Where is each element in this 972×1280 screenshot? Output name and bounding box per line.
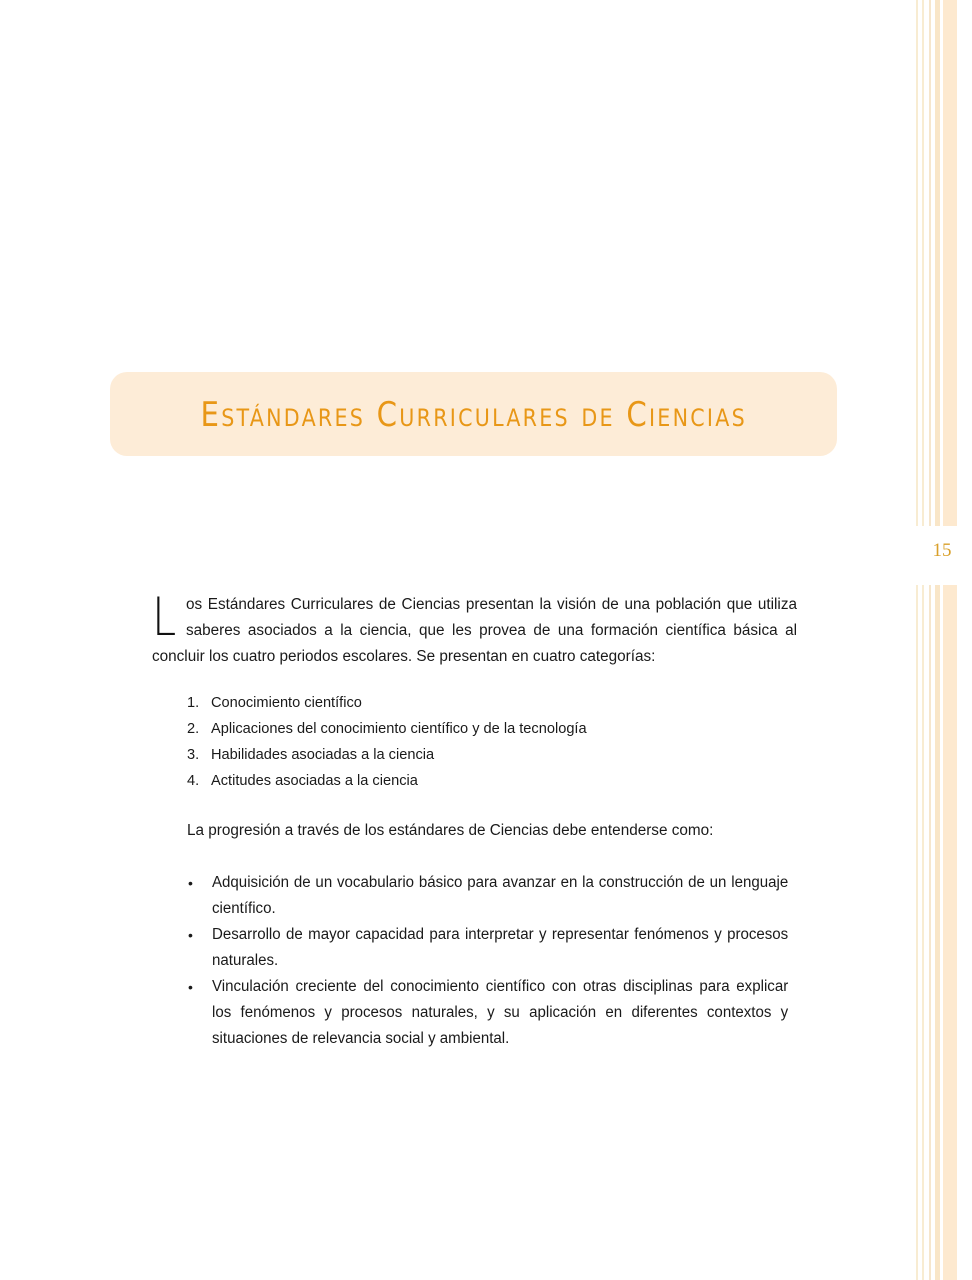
list-number: 1.: [187, 695, 200, 711]
list-number: 4.: [187, 773, 200, 789]
bullet-icon: •: [188, 927, 193, 943]
main-content: [152, 587, 797, 1052]
list-item-text: Vinculación creciente del conocimiento científico con otras disciplinas para explicar los fenómenos y procesos naturales, y su aplicación en diferentes contextos y situaciones de relevancia social y ambiental.: [212, 978, 789, 1047]
stripe: [916, 0, 918, 526]
list-item: [187, 716, 797, 742]
decorative-stripes: [912, 0, 972, 1280]
categories-list: [187, 690, 797, 794]
list-item-label: Actitudes asociadas a la ciencia: [211, 773, 418, 789]
intro-paragraph: [152, 587, 797, 670]
bullet-icon: •: [188, 875, 193, 891]
list-item: [187, 768, 797, 794]
progression-list: [187, 870, 797, 1052]
list-item: [187, 870, 797, 922]
list-item-label: Conocimiento científico: [211, 695, 362, 711]
list-number: 2.: [187, 721, 200, 737]
stripe: [935, 585, 940, 1280]
stripes-top-segment: [912, 0, 972, 526]
title-banner: [110, 372, 837, 456]
list-item-label: Habilidades asociadas a la ciencia: [211, 747, 435, 763]
stripe: [929, 0, 931, 526]
stripe: [943, 585, 957, 1280]
list-number: 3.: [187, 747, 200, 763]
list-item: [187, 690, 797, 716]
page-number: 15: [932, 540, 952, 561]
drop-cap: L: [152, 587, 177, 648]
bullet-icon: •: [188, 979, 193, 995]
stripe: [943, 0, 957, 526]
stripe: [922, 0, 924, 526]
stripes-bottom-segment: [912, 585, 972, 1280]
list-item-text: Desarrollo de mayor capacidad para interpretar y representar fenómenos y procesos naturales.: [212, 926, 789, 969]
list-item: [187, 742, 797, 768]
stripe: [916, 585, 918, 1280]
list-item: [187, 922, 797, 974]
list-item: [187, 974, 797, 1052]
list-item-text: Adquisición de un vocabulario básico para avanzar en la construcción de un lenguaje científico.: [212, 874, 789, 917]
list-item-label: Aplicaciones del conocimiento científico y de la tecnología: [211, 721, 587, 737]
stripe: [929, 585, 931, 1280]
progression-intro: La progresión a través de los estándares de Ciencias debe entenderse como:: [187, 822, 714, 839]
stripe: [922, 585, 924, 1280]
intro-text: os Estándares Curriculares de Ciencias presentan la visión de una población que utiliza saberes asociados a la ciencia, que les provea de una formación científica básica al concluir los cuatro periodos escolares. Se presentan en cuatro categorías:: [152, 596, 797, 665]
stripe: [935, 0, 940, 526]
page-title: Estándares Curriculares de Ciencias: [200, 395, 747, 435]
